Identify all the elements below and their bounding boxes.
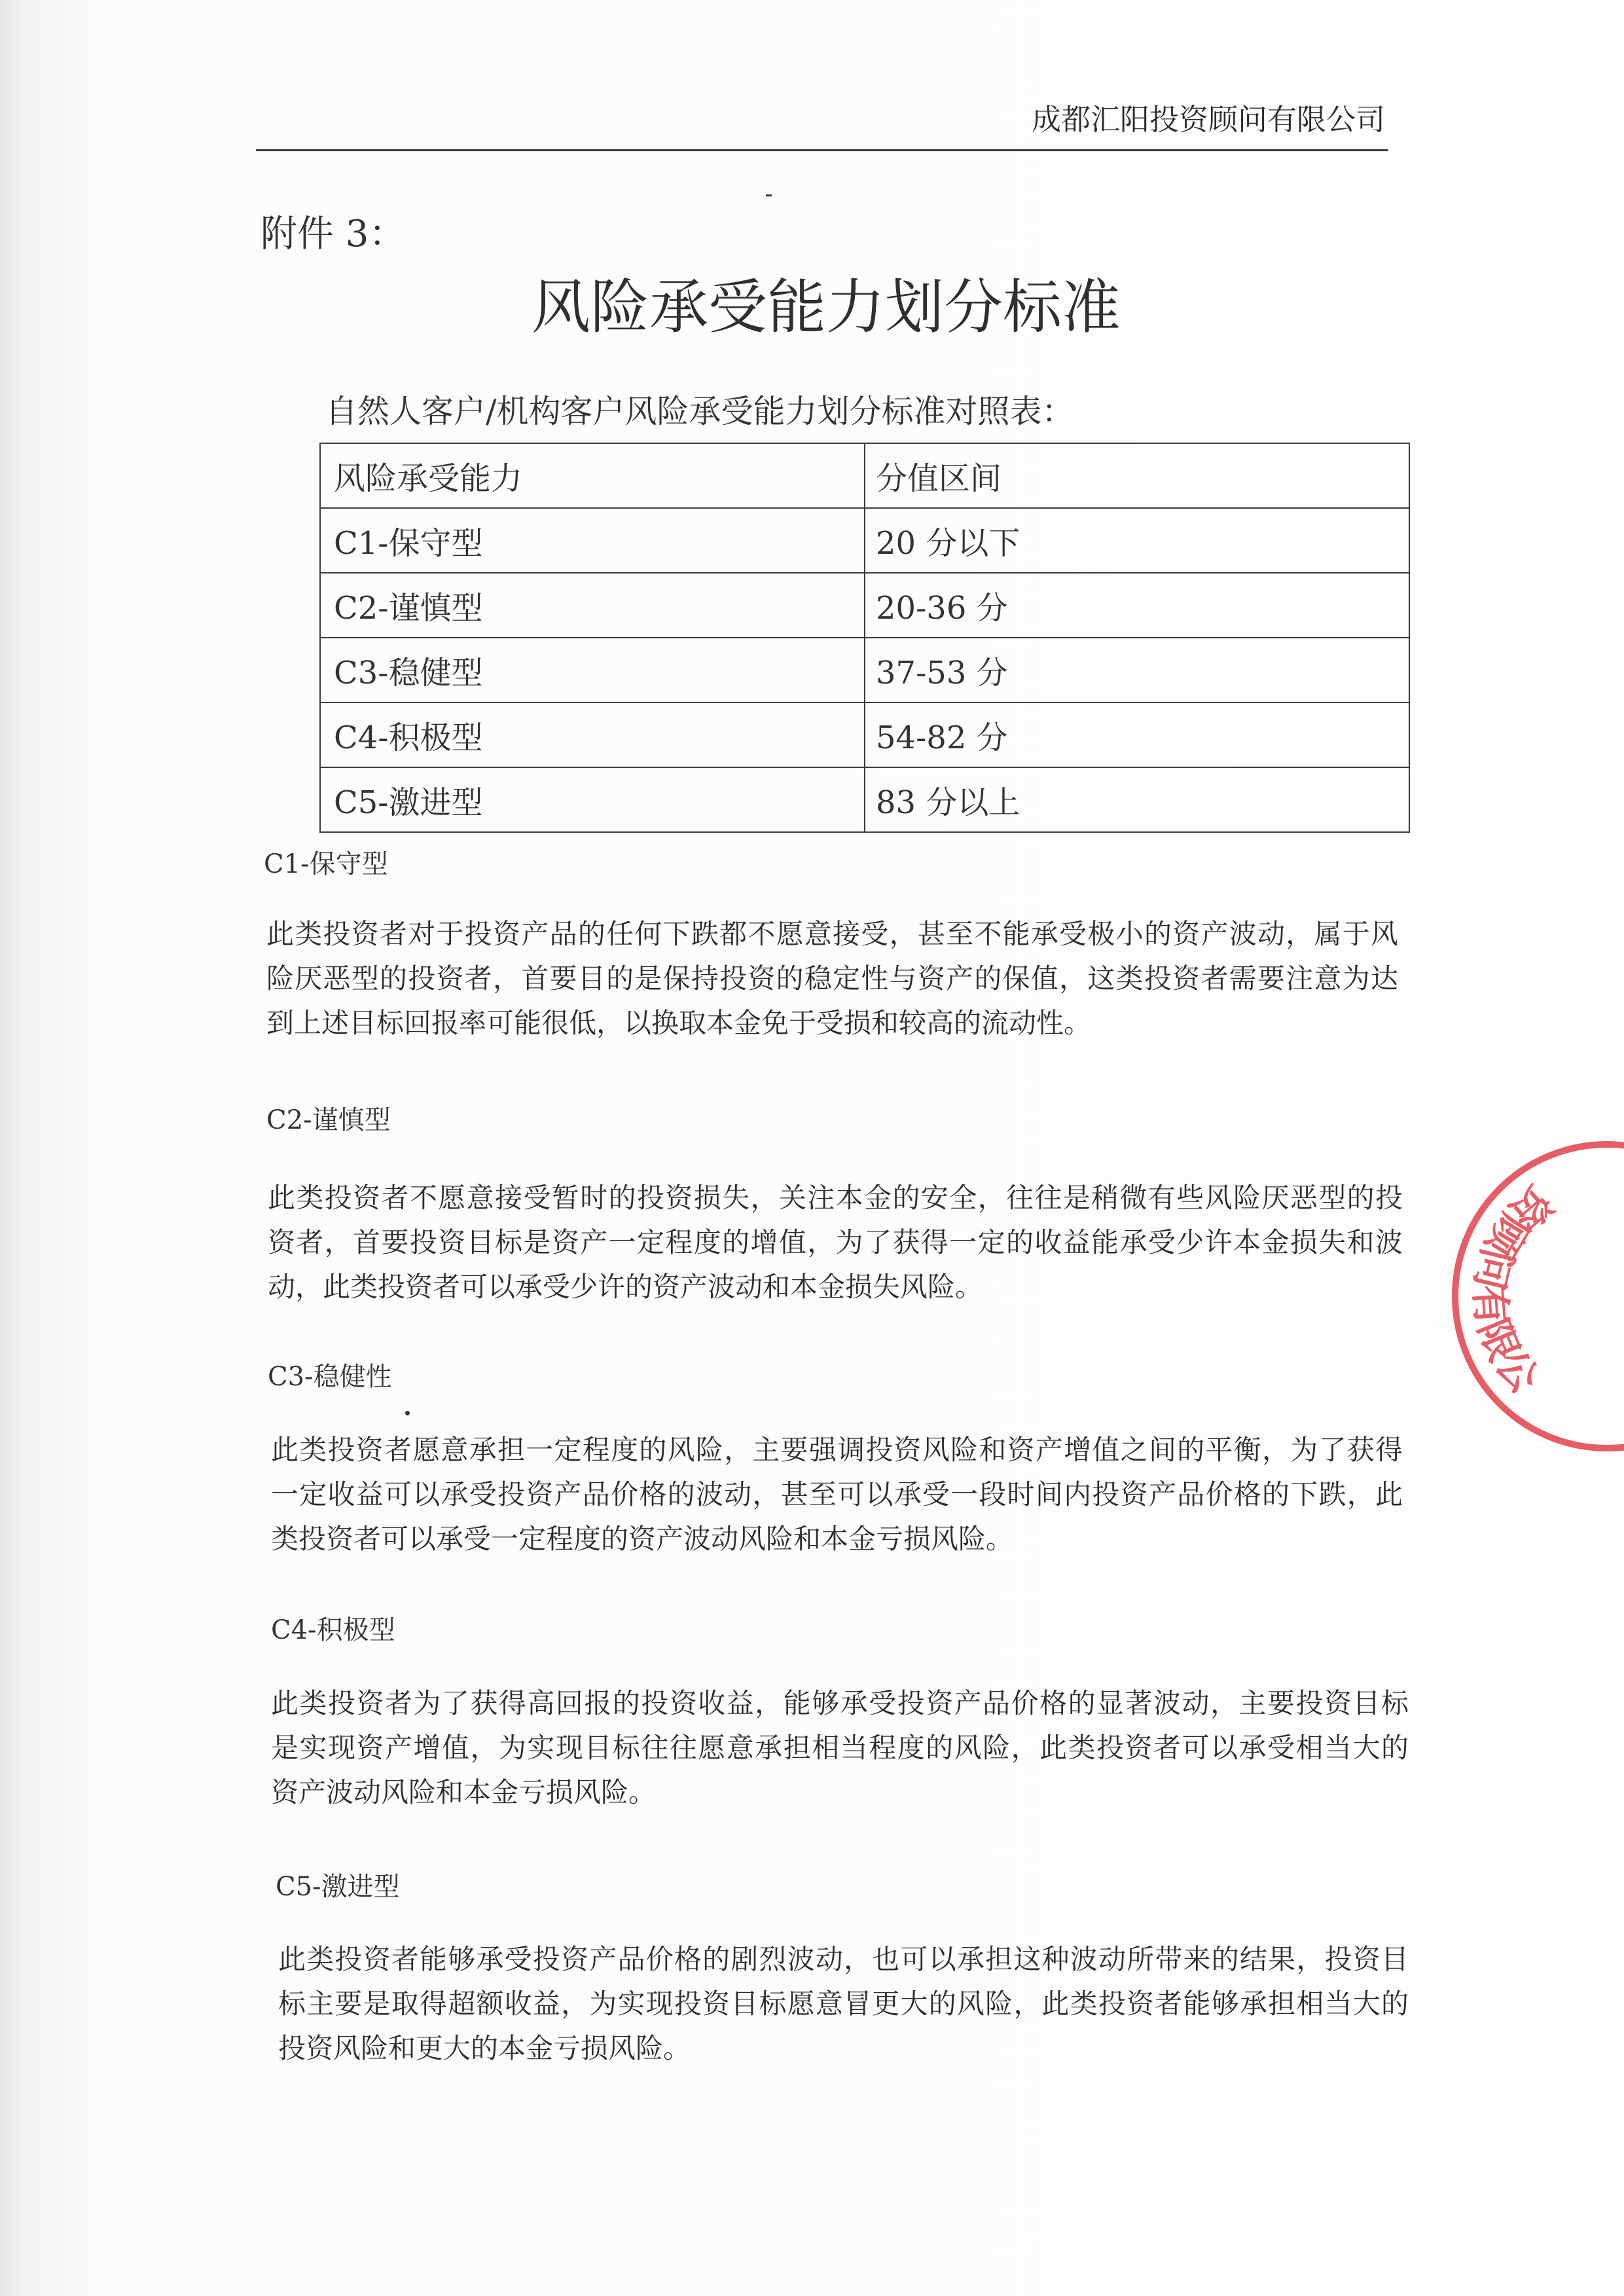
section-paragraph-c3	[271, 1428, 1403, 1561]
document-title: 风险承受能力划分标准	[532, 273, 1121, 342]
scan-speck	[766, 194, 772, 196]
section-heading-c3: C3-稳健性	[268, 1362, 392, 1392]
paragraph-line: 到上述目标回报率可能很低，以换取本金免于受损和较高的流动性。	[266, 1007, 1092, 1039]
table-cell: 37-53 分	[865, 638, 1409, 702]
paragraph-line: 类投资者可以承受一定程度的资产波动风险和本金亏损风险。	[271, 1523, 1014, 1555]
section-heading-c4: C4-积极型	[271, 1615, 395, 1645]
section-paragraph-c5	[278, 1937, 1409, 2071]
table-cell: C5-激进型	[320, 767, 865, 832]
scan-speck	[405, 1411, 410, 1415]
table-row	[320, 702, 1409, 767]
table-row	[320, 508, 1409, 573]
paragraph-line: 标主要是取得超额收益，为实现投资目标愿意冒更大的风险，此类投资者能够承担相当大的	[278, 1988, 1409, 2020]
section-paragraph-c1	[266, 912, 1398, 1046]
section-heading-c2: C2-谨慎型	[266, 1105, 391, 1135]
risk-classification-table	[319, 443, 1410, 833]
company-seal	[1440, 1133, 1624, 1460]
table-cell: 20 分以下	[865, 508, 1409, 573]
table-row	[320, 767, 1409, 832]
paragraph-line: 此类投资者不愿意接受暂时的投资损失，关注本金的安全，往往是稍微有些风险厌恶型的投	[268, 1182, 1403, 1214]
table-cell: 20-36 分	[865, 573, 1409, 638]
section-heading-c5: C5-激进型	[276, 1872, 400, 1902]
table-cell: 83 分以上	[865, 767, 1409, 832]
paragraph-line: 险厌恶型的投资者，首要目的是保持投资的稳定性与资产的保值，这类投资者需要注意为达	[266, 962, 1398, 994]
paragraph-line: 此类投资者能够承受投资产品价格的剧烈波动，也可以承担这种波动所带来的结果，投资目	[278, 1943, 1409, 1975]
table-cell: C3-稳健型	[320, 638, 865, 702]
company-header: 成都汇阳投资顾问有限公司	[1031, 102, 1385, 137]
paragraph-line: 一定收益可以承受投资产品价格的波动，甚至可以承受一段时间内投资产品价格的下跌，此	[271, 1478, 1403, 1510]
header-rule	[256, 149, 1388, 151]
table-header-cell: 分值区间	[865, 443, 1409, 508]
table-caption: 自然人客户/机构客户风险承受能力划分标准对照表：	[325, 393, 1074, 430]
table-row	[320, 573, 1409, 638]
table-header-row	[320, 443, 1409, 508]
attachment-label: 附件 3：	[261, 213, 406, 255]
paragraph-line: 此类投资者为了获得高回报的投资收益，能够承受投资产品价格的显著波动，主要投资目标	[271, 1687, 1409, 1719]
table-cell: 54-82 分	[865, 702, 1409, 767]
section-heading-c1: C1-保守型	[264, 849, 388, 879]
paragraph-line: 此类投资者愿意承担一定程度的风险，主要强调投资风险和资产增值之间的平衡，为了获得	[271, 1434, 1403, 1466]
table-cell: C1-保守型	[320, 508, 865, 573]
section-paragraph-c4	[271, 1681, 1409, 1815]
table-header-cell: 风险承受能力	[320, 443, 865, 508]
table-cell: C4-积极型	[320, 702, 865, 767]
paragraph-line: 是实现资产增值，为实现目标往往愿意承担相当程度的风险，此类投资者可以承受相当大的	[271, 1732, 1409, 1764]
paragraph-line: 动，此类投资者可以承受少许的资产波动和本金损失风险。	[268, 1271, 983, 1303]
table-cell: C2-谨慎型	[320, 573, 865, 638]
paragraph-line: 资者，首要投资目标是资产一定程度的增值，为了获得一定的收益能承受少许本金损失和波	[268, 1226, 1403, 1258]
table-row	[320, 638, 1409, 702]
paragraph-line: 资产波动风险和本金亏损风险。	[271, 1776, 657, 1808]
seal-text-path: 资顾问有限公	[1465, 1176, 1562, 1402]
section-paragraph-c2	[268, 1176, 1403, 1309]
paragraph-line: 投资风险和更大的本金亏损风险。	[278, 2032, 691, 2064]
paragraph-line: 此类投资者对于投资产品的任何下跌都不愿意接受，甚至不能承受极小的资产波动，属于风	[266, 918, 1398, 950]
